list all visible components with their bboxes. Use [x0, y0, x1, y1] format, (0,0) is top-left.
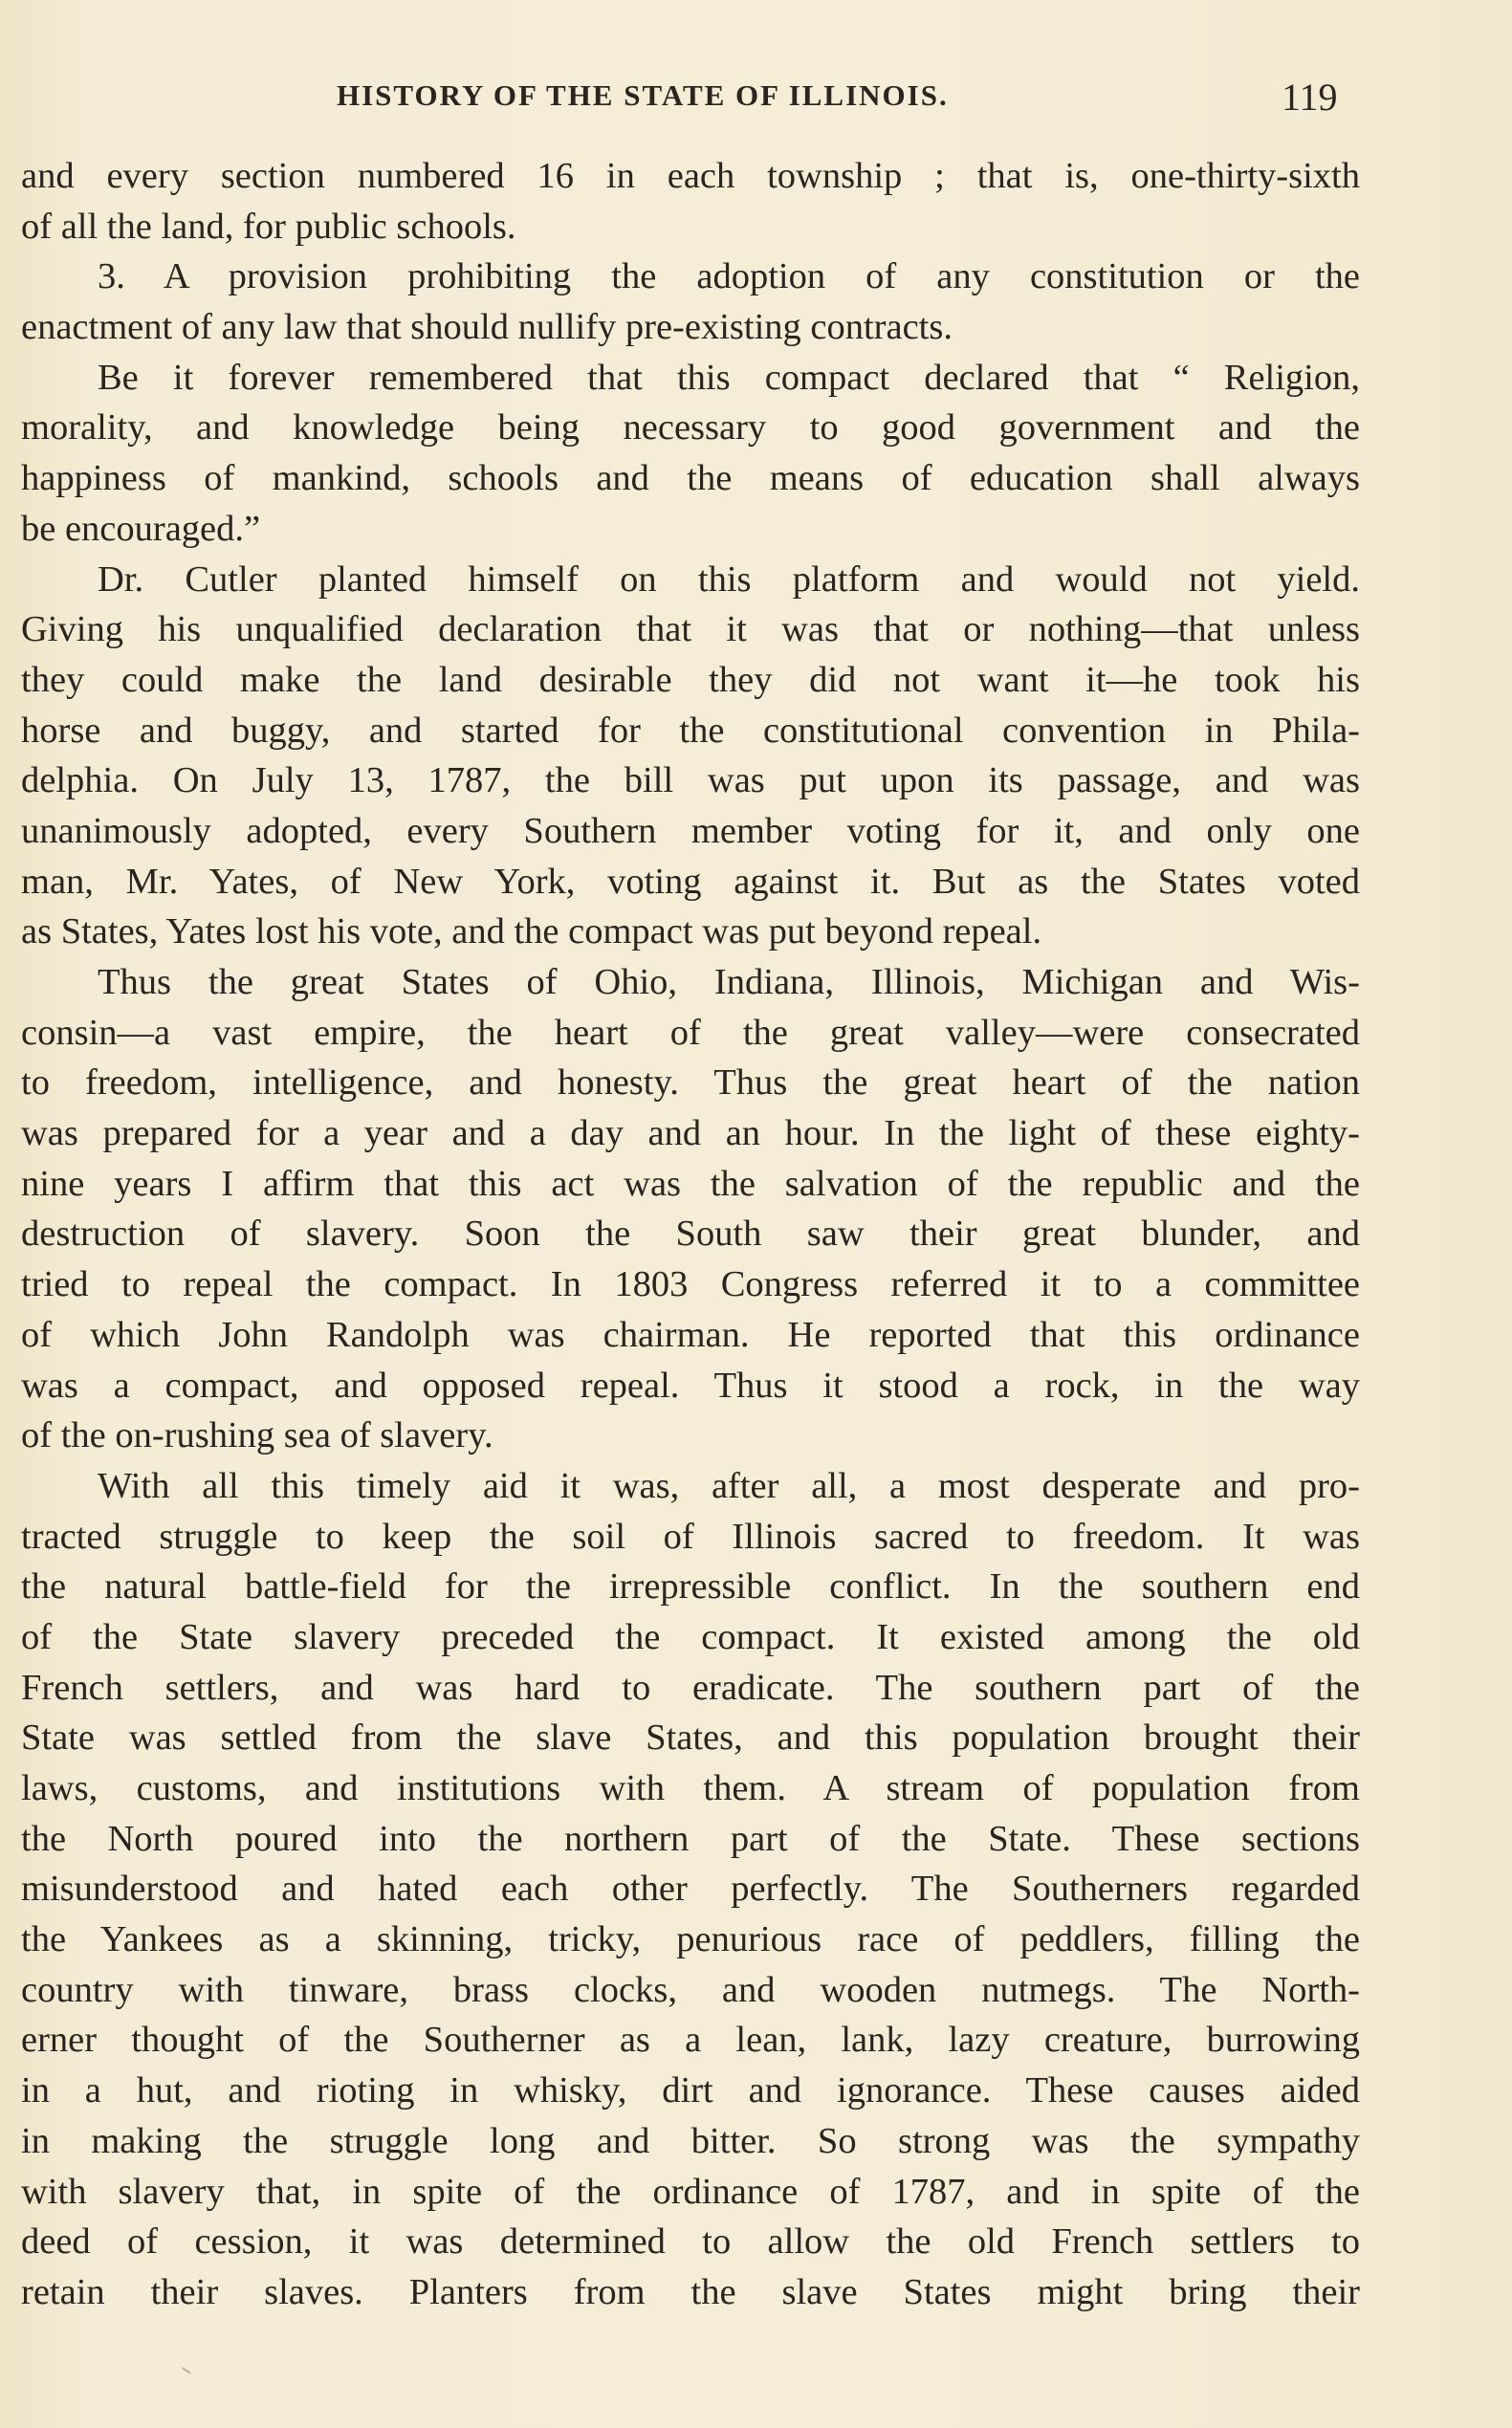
text-line: and every section numbered 16 in each township ; that is, one-thirty-sixth [21, 156, 1360, 196]
text-line: of the State slavery preceded the compact. It existed among the old [21, 1616, 1360, 1657]
text-line: in making the struggle long and bitter. So strong was the sympathy [21, 2120, 1360, 2161]
text-line: French settlers, and was hard to eradicate. The southern part of the [21, 1667, 1360, 1708]
text-line: to freedom, intelligence, and honesty. Thus the great heart of the nation [21, 1062, 1360, 1104]
text-line: nine years I affirm that this act was the salvation of the republic and the [21, 1163, 1360, 1204]
text-line: 3. A provision prohibiting the adoption of any constitution or the [98, 256, 1360, 297]
text-line: erner thought of the Southerner as a lean, lank, lazy creature, burrowing [21, 2020, 1360, 2061]
text-line: of the on-rushing sea of slavery. [21, 1415, 493, 1456]
text-line: retain their slaves. Planters from the slave States might bring their [21, 2271, 1360, 2312]
running-header [21, 75, 1360, 119]
text-line: destruction of slavery. Soon the South saw their great blunder, and [21, 1214, 1360, 1255]
text-line: unanimously adopted, every Southern member voting for it, and only one [21, 810, 1360, 851]
text-line: be encouraged.” [21, 508, 261, 549]
text-line: the Yankees as a skinning, tricky, penurious race of peddlers, filling the [21, 1919, 1360, 1960]
text-line: the natural battle-field for the irrepressible conflict. In the southern end [21, 1566, 1360, 1608]
text-line: man, Mr. Yates, of New York, voting against it. But as the States voted [21, 861, 1360, 902]
text-line: country with tinware, brass clocks, and wooden nutmegs. The North- [21, 1969, 1360, 2010]
text-line: the North poured into the northern part of the State. These sections [21, 1818, 1360, 1859]
text-line: of which John Randolph was chairman. He reported that this ordinance [21, 1314, 1360, 1355]
text-line: as States, Yates lost his vote, and the compact was put beyond repeal. [21, 911, 1042, 952]
text-line: happiness of mankind, schools and the means of education shall always [21, 458, 1360, 499]
body-text [21, 151, 1360, 2318]
text-line: laws, customs, and institutions with them. A stream of population from [21, 1768, 1360, 1808]
running-title: HISTORY OF THE STATE OF ILLINOIS. [337, 78, 949, 112]
text-line: delphia. On July 13, 1787, the bill was put upon its passage, and was [21, 760, 1360, 801]
text-line: was a compact, and opposed repeal. Thus it stood a rock, in the way [21, 1365, 1360, 1406]
text-line: consin—a vast empire, the heart of the great valley—were consecrated [21, 1012, 1360, 1053]
text-line: State was settled from the slave States, and this population brought their [21, 1717, 1360, 1759]
stray-ink-mark [182, 2367, 190, 2373]
text-line: with slavery that, in spite of the ordinance of 1787, and in spite of the [21, 2171, 1360, 2212]
text-line: Be it forever remembered that this compact declared that “ Religion, [98, 357, 1360, 398]
text-line: of all the land, for public schools. [21, 206, 516, 247]
text-line: tracted struggle to keep the soil of Illinois sacred to freedom. It was [21, 1516, 1360, 1557]
text-line: horse and buggy, and started for the constitutional convention in Phila- [21, 710, 1360, 751]
text-line: Thus the great States of Ohio, Indiana, Illinois, Michigan and Wis- [98, 962, 1360, 1002]
text-line: morality, and knowledge being necessary to good government and the [21, 407, 1360, 448]
text-line: misunderstood and hated each other perfectly. The Southerners regarded [21, 1869, 1360, 1910]
page-number: 119 [1282, 76, 1338, 119]
text-line: Dr. Cutler planted himself on this platform and would not yield. [98, 558, 1360, 600]
text-line: deed of cession, it was determined to allow the old French settlers to [21, 2221, 1360, 2263]
text-line: was prepared for a year and a day and an hour. In the light of these eighty- [21, 1113, 1360, 1154]
text-line: With all this timely aid it was, after all, a most desperate and pro- [98, 1465, 1360, 1506]
text-line: Giving his unqualified declaration that it was that or nothing—that unless [21, 609, 1360, 650]
text-line: they could make the land desirable they did not want it—he took his [21, 659, 1360, 700]
text-line: in a hut, and rioting in whisky, dirt and ignorance. These causes aided [21, 2070, 1360, 2111]
text-line: enactment of any law that should nullify pre-existing contracts. [21, 307, 953, 348]
text-line: tried to repeal the compact. In 1803 Congress referred it to a committee [21, 1264, 1360, 1305]
